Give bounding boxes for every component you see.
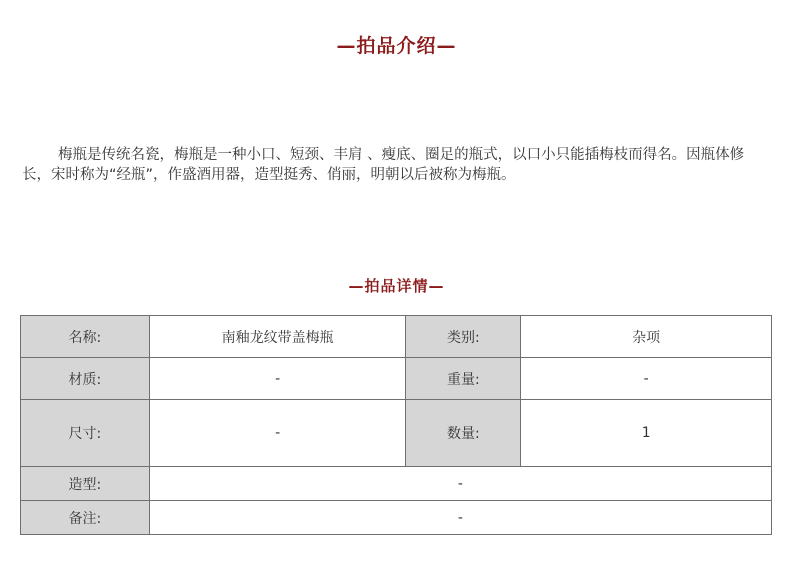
name-value: 南釉龙纹带盖梅瓶	[149, 316, 406, 358]
size-label: 尺寸:	[21, 400, 150, 467]
details-table	[20, 315, 772, 535]
material-value: -	[149, 358, 406, 400]
name-label: 名称:	[21, 316, 150, 358]
shape-label: 造型:	[21, 467, 150, 501]
quantity-value: 1	[521, 400, 772, 467]
table-row	[21, 501, 772, 535]
details-section-title: —拍品详情—	[348, 277, 445, 295]
weight-value: -	[521, 358, 772, 400]
remarks-label: 备注:	[21, 501, 150, 535]
size-value: -	[149, 400, 406, 467]
shape-value: -	[149, 467, 771, 501]
table-row	[21, 467, 772, 501]
table-row	[21, 358, 772, 400]
weight-label: 重量:	[406, 358, 521, 400]
table-row	[21, 316, 772, 358]
material-label: 材质:	[21, 358, 150, 400]
intro-section-title: —拍品介绍—	[336, 35, 457, 57]
quantity-label: 数量:	[406, 400, 521, 467]
intro-paragraph: 梅瓶是传统名瓷，梅瓶是一种小口、短颈、丰肩 、瘦底、圈足的瓶式，以口小只能插梅枝而得名。因瓶体修长，宋时称为“经瓶”，作盛酒用器，造型挺秀、俏丽，明朝以后被称为梅瓶。	[22, 147, 745, 183]
category-label: 类别:	[406, 316, 521, 358]
table-row	[21, 400, 772, 467]
category-value: 杂项	[521, 316, 772, 358]
remarks-value: -	[149, 501, 771, 535]
